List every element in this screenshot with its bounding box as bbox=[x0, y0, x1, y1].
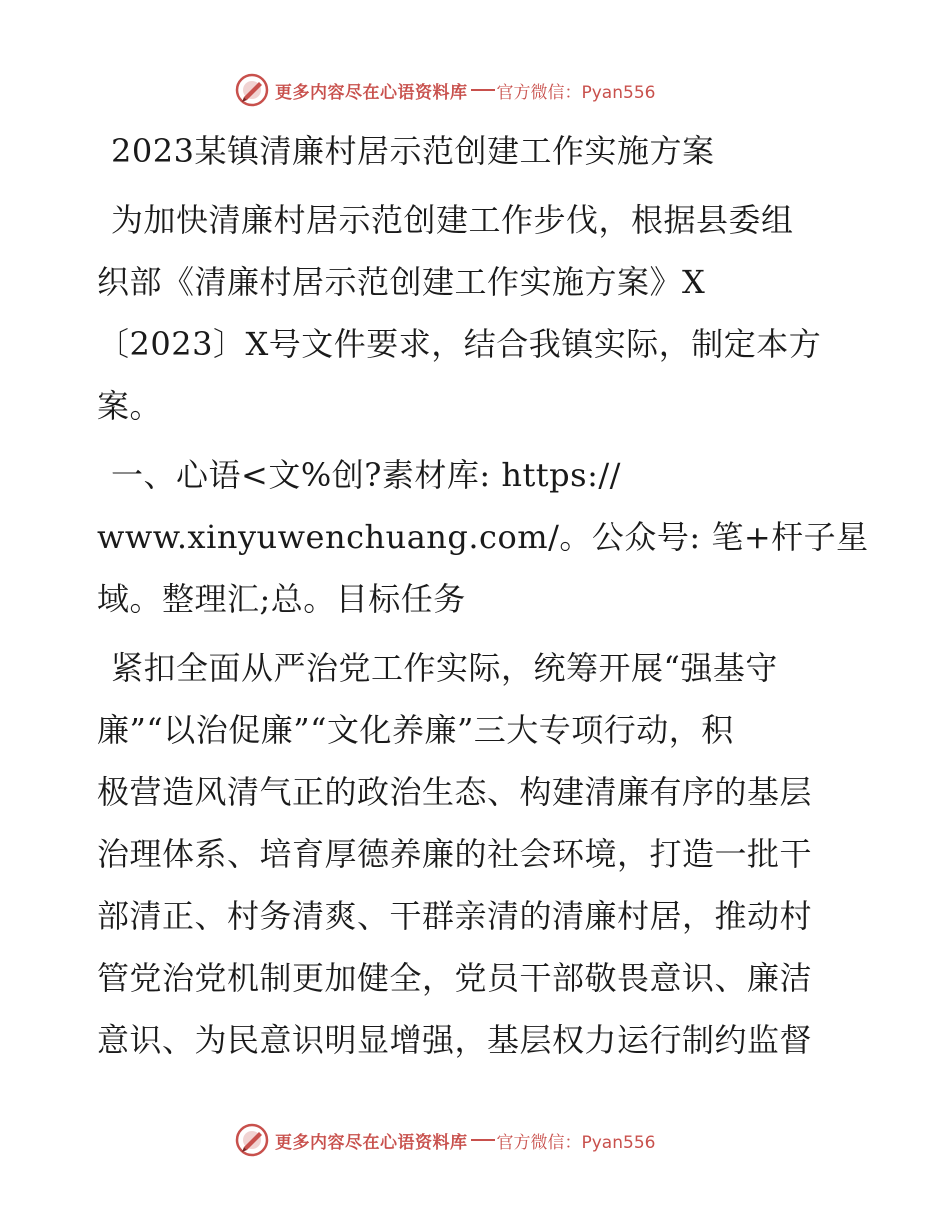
section-heading-paragraph bbox=[97, 444, 869, 630]
text-line: 极营造风清气正的政治生态、构建清廉有序的基层 bbox=[97, 773, 813, 811]
banner-dash-divider bbox=[471, 1139, 495, 1141]
footer-watermark-banner bbox=[235, 1122, 655, 1158]
text-line: 廉”“以治促廉”“文化养廉”三大专项行动，积 bbox=[97, 711, 734, 749]
banner-wechat-label: 官方微信：Pyan556 bbox=[496, 1132, 656, 1153]
text-line: 案。 bbox=[97, 387, 163, 425]
text-line: 管党治党机制更加健全，党员干部敬畏意识、廉洁 bbox=[97, 959, 813, 997]
banner-slogan: 更多内容尽在心语资料库 bbox=[275, 82, 468, 103]
text-line: 织部《清廉村居示范创建工作实施方案》X bbox=[97, 263, 706, 301]
banner-wechat-label: 官方微信：Pyan556 bbox=[496, 82, 656, 103]
header-watermark-banner bbox=[235, 72, 655, 108]
text-line: 紧扣全面从严治党工作实际，统筹开展“强基守 bbox=[111, 649, 778, 687]
brand-logo-icon bbox=[235, 73, 269, 107]
brand-logo-icon bbox=[235, 1123, 269, 1157]
text-line: 治理体系、培育厚德养廉的社会环境，打造一批干 bbox=[97, 835, 813, 873]
text-line: 意识、为民意识明显增强，基层权力运行制约监督 bbox=[97, 1021, 813, 1059]
body-paragraph bbox=[97, 637, 857, 1071]
intro-paragraph bbox=[97, 189, 857, 437]
text-line: 域。整理汇;总。目标任务 bbox=[97, 580, 466, 618]
banner-slogan: 更多内容尽在心语资料库 bbox=[275, 1132, 468, 1153]
document-title: 2023某镇清廉村居示范创建工作实施方案 bbox=[111, 132, 715, 170]
text-line: 为加快清廉村居示范创建工作步伐，根据县委组 bbox=[111, 201, 794, 239]
document-body bbox=[97, 120, 869, 1071]
text-line: www.xinyuwenchuang.com/。公众号: 笔+杆子星 bbox=[97, 518, 869, 556]
text-line: 〔2023〕X号文件要求，结合我镇实际，制定本方 bbox=[97, 325, 822, 363]
banner-dash-divider bbox=[471, 89, 495, 91]
text-line: 部清正、村务清爽、干群亲清的清廉村居，推动村 bbox=[97, 897, 813, 935]
text-line: 一、心语<文%创?素材库: https:// bbox=[111, 456, 621, 494]
